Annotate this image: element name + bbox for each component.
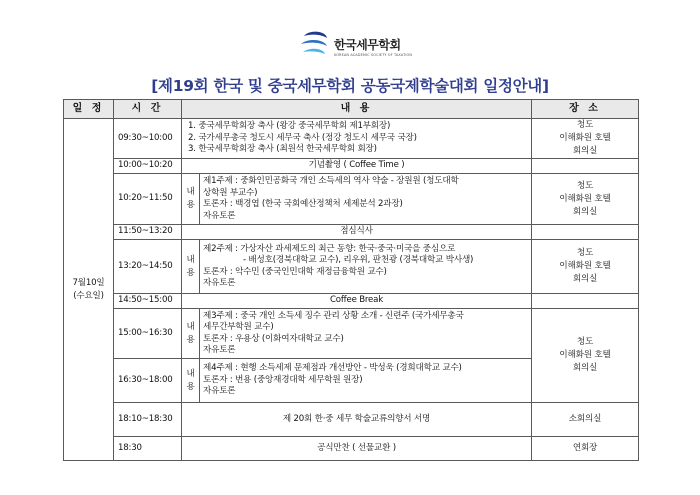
day-date: 7월10일 xyxy=(72,277,105,288)
content-cell: Coffee Break xyxy=(182,294,532,309)
table-row xyxy=(64,119,639,159)
content-label-top: 내 xyxy=(186,187,195,197)
place-cell xyxy=(532,240,639,294)
society-logo xyxy=(296,27,416,65)
schedule-table xyxy=(63,99,639,461)
place-cell: 소회의실 xyxy=(532,403,639,437)
content-label-bottom: 용 xyxy=(186,267,195,278)
content-line: 자유토론 xyxy=(203,386,236,397)
place-room: 회의실 xyxy=(572,206,598,217)
content-cell: 점심식사 xyxy=(182,225,532,240)
content-line: 상학원 부교수) xyxy=(203,187,258,198)
time-cell: 10:20~11:50 xyxy=(114,174,182,225)
content-line: 3. 한국세무학회장 축사 (최원석 한국세무학회 회장) xyxy=(188,144,377,155)
content-label-cell xyxy=(182,309,200,359)
content-line: 제3주제 : 중국 개인 소득세 징수 관리 상황 소개 - 신련주 (국가세무총국 xyxy=(203,310,464,321)
time-cell: 15:00~16:30 xyxy=(114,309,182,359)
content-line: 자유토론 xyxy=(203,210,236,221)
table-row xyxy=(64,437,639,461)
place-city: 청도 xyxy=(576,248,594,258)
content-line: 토론자 : 우용상 (이화여자대학교 교수) xyxy=(203,333,344,344)
content-label-top: 내 xyxy=(186,254,195,265)
place-cell xyxy=(532,119,639,159)
place-room: 회의실 xyxy=(572,363,598,373)
table-row xyxy=(64,403,639,437)
place-cell xyxy=(532,309,639,403)
header-place: 장 소 xyxy=(532,100,639,119)
content-label-top: 내 xyxy=(186,321,195,332)
place-hotel: 이해화원 호텔 xyxy=(559,261,611,271)
place-city: 청도 xyxy=(576,337,594,347)
time-cell: 10:00~10:20 xyxy=(114,159,182,174)
place-hotel: 이해화원 호텔 xyxy=(559,193,611,204)
place-city: 청도 xyxy=(576,120,594,130)
content-line: 제2주제 : 가상자산 과세제도의 최근 동향: 한국·중국·미국을 중심으로 xyxy=(203,243,456,254)
content-label-cell xyxy=(182,240,200,294)
header-day: 일 정 xyxy=(64,100,114,119)
content-cell: 기념촬영 ( Coffee Time ) xyxy=(182,159,532,174)
table-row xyxy=(64,174,639,225)
time-cell: 13:20~14:50 xyxy=(114,240,182,294)
time-cell: 09:30~10:00 xyxy=(114,119,182,159)
place-hotel: 이해화원 호텔 xyxy=(559,133,611,143)
day-weekday: (수요일) xyxy=(73,290,104,301)
content-line: 자유토론 xyxy=(203,278,236,288)
content-cell xyxy=(200,359,532,403)
content-label-cell xyxy=(182,359,200,403)
table-row xyxy=(64,240,639,294)
society-english-name: KOREAN ACADEMIC SOCIETY OF TAXATION xyxy=(334,53,413,57)
time-cell: 16:30~18:00 xyxy=(114,359,182,403)
content-cell xyxy=(200,240,532,294)
content-label-cell xyxy=(182,174,200,225)
table-row xyxy=(64,159,639,174)
table-header-row xyxy=(64,100,639,119)
page-title: [제19회 한국 및 중국세무학회 공동국제학술대회 일정안내] xyxy=(151,77,549,95)
content-line: 제4주제 : 현행 소득세제 문제점과 개선방안 - 박성욱 (경희대학교 교수) xyxy=(203,363,462,374)
content-label-bottom: 용 xyxy=(186,200,195,210)
place-room: 회의실 xyxy=(572,274,598,284)
place-cell xyxy=(532,174,639,225)
time-cell: 11:50~13:20 xyxy=(114,225,182,240)
table-row xyxy=(64,309,639,359)
content-cell: 공식만찬 ( 선물교환 ) xyxy=(182,437,532,461)
day-cell xyxy=(64,119,114,461)
content-label-bottom: 용 xyxy=(186,334,195,345)
time-cell: 18:30 xyxy=(114,437,182,461)
content-cell xyxy=(200,309,532,359)
table-row xyxy=(64,294,639,309)
place-cell: 연회장 xyxy=(532,437,639,461)
content-line: 자유토론 xyxy=(203,345,236,355)
time-cell: 14:50~15:00 xyxy=(114,294,182,309)
header-time: 시 간 xyxy=(114,100,182,119)
content-line: 토론자 : 번용 (중앙재경대학 세무학원 원장) xyxy=(203,374,363,385)
content-line: 토론자 : 백경엽 (한국 국회예산정책처 세제분석 2과장) xyxy=(203,199,403,209)
content-line: 제1주제 : 중화인민공화국 개인 소득세의 역사 약술 - 장원원 (청도대학 xyxy=(203,176,459,186)
place-hotel: 이해화원 호텔 xyxy=(559,350,611,360)
society-name: 한국세무학회 xyxy=(334,38,401,52)
place-room: 회의실 xyxy=(572,146,598,156)
content-line: - 배성호(경북대학교 교수), 리우위, 판천광 (경북대학교 박사생) xyxy=(243,255,474,265)
place-cell-empty xyxy=(532,159,639,174)
content-cell xyxy=(182,119,532,159)
content-line: 세무간부학원 교수) xyxy=(203,322,274,332)
content-label-top: 내 xyxy=(186,368,195,379)
content-cell xyxy=(200,174,532,225)
time-cell: 18:10~18:30 xyxy=(114,403,182,437)
place-city: 청도 xyxy=(576,180,594,191)
content-line: 2. 국가세무총국 청도시 세무국 축사 (정강 청도시 세무국 국장) xyxy=(188,132,417,143)
content-line: 토론자 : 악수민 (중국인민대학 재정금융학원 교수) xyxy=(203,266,387,277)
society-swirl-icon xyxy=(296,27,332,63)
table-row xyxy=(64,225,639,240)
place-cell-empty xyxy=(532,225,639,240)
content-label-bottom: 용 xyxy=(186,381,195,392)
content-cell: 제 20회 한·중 세무 학술교류의향서 서명 xyxy=(182,403,532,437)
content-line: 1. 중국세무학회장 축사 (왕강 중국세무학회 제1부회장) xyxy=(188,121,391,132)
place-cell-empty xyxy=(532,294,639,309)
header-content: 내 용 xyxy=(182,100,532,119)
